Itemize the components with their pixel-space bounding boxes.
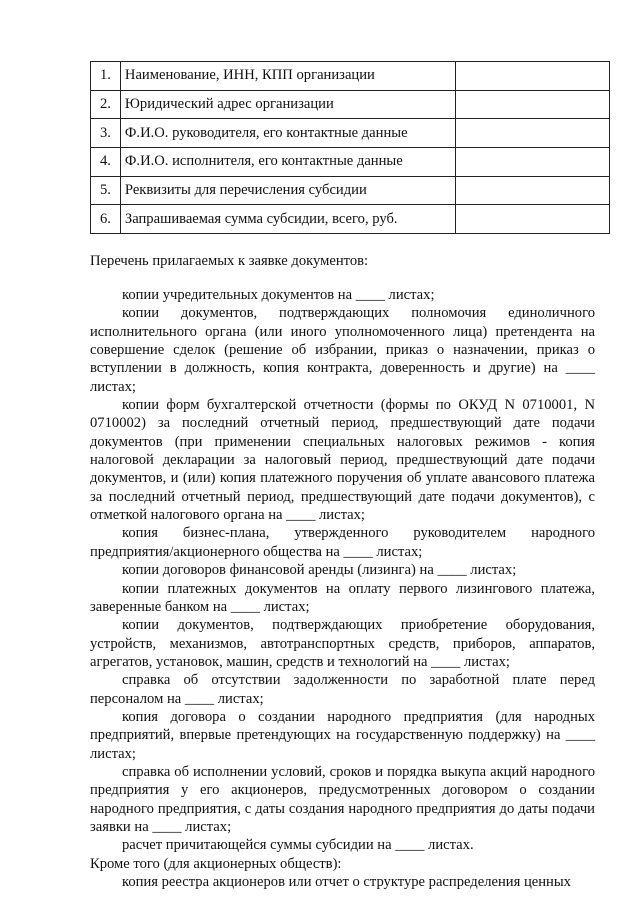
documents-list [90, 286, 595, 891]
row-label: Ф.И.О. руководителя, его контактные данные [120, 119, 455, 148]
row-label: Запрашиваемая сумма субсидии, всего, руб. [120, 205, 455, 234]
document-item: копия договора о создании народного предприятия (для народных предприятий, впервые претендующих на государственную поддержку) на ____ листах; [90, 708, 595, 762]
row-label: Ф.И.О. исполнителя, его контактные данные [120, 148, 455, 177]
document-item: копии документов, подтверждающих приобретение оборудования, устройств, механизмов, автотранспортных средств, приборов, аппаратов, агрегатов, установок, машин, средств и технологий на ____ листах; [90, 617, 595, 670]
table-row [91, 148, 610, 177]
row-number: 2. [91, 90, 121, 119]
table-row [91, 62, 610, 91]
document-item: расчет причитающейся суммы субсидии на ____ листах. [122, 837, 474, 854]
row-value [455, 119, 609, 148]
table-row [91, 119, 610, 148]
row-number: 4. [91, 148, 121, 177]
row-number: 6. [91, 205, 121, 234]
row-value [455, 176, 609, 205]
row-label: Наименование, ИНН, КПП организации [120, 62, 455, 91]
document-item: копии форм бухгалтерской отчетности (формы по ОКУД N 0710001, N 0710002) за последний отчетный период, предшествующий дате подачи документов (при применении специальных налоговых режимов - копия налоговой декларации за налоговый период, предшествующий дате подачи документов, и (или) копия платежного поручения об уплате авансового платежа за последний отчетный период, предшествующий дате подачи документов), с отметкой налогового органа на ____ листах; [90, 397, 595, 524]
row-number: 3. [91, 119, 121, 148]
row-value [455, 205, 609, 234]
additional-heading: Кроме того (для акционерных обществ): [90, 855, 342, 872]
table-row [91, 205, 610, 234]
document-item: копии платежных документов на оплату первого лизингового платежа, заверенные банком на ____ листах; [90, 580, 595, 615]
row-value [455, 148, 609, 177]
document-item: копии документов, подтверждающих полномочия единоличного исполнительного органа (или иного уполномоченного лица) претендента на совершение сделок (решение об избрании, приказ о назначении, приказ о вступлении в должность, копия контракта, доверенность и другие) на ____ листах; [90, 305, 595, 395]
document-item: справка об исполнении условий, сроков и порядка выкупа акций народного предприятия у его акционеров, предусмотренных договором о создании народного предприятия, с даты создания народного предприятия до даты подачи заявки на ____ листах; [90, 763, 595, 835]
additional-item: копия реестра акционеров или отчет о структуре распределения ценных [122, 874, 571, 890]
row-value [455, 90, 609, 119]
document-item: копии договоров финансовой аренды (лизинга) на ____ листах; [122, 562, 517, 579]
row-label: Реквизиты для перечисления субсидии [120, 176, 455, 205]
row-value [455, 62, 609, 91]
row-number: 1. [91, 62, 121, 91]
row-number: 5. [91, 176, 121, 205]
table-row [91, 90, 610, 119]
row-label: Юридический адрес организации [120, 90, 455, 119]
organization-info-table [90, 61, 610, 234]
document-item: копии учредительных документов на ____ листах; [122, 287, 435, 303]
document-item: справка об отсутствии задолженности по заработной плате перед персоналом на ____ листах; [90, 672, 595, 707]
table-row [91, 176, 610, 205]
documents-list-heading: Перечень прилагаемых к заявке документов: [90, 253, 369, 269]
document-item: копия бизнес-плана, утвержденного руководителем народного предприятия/акционерного общества на ____ листах; [90, 525, 595, 560]
